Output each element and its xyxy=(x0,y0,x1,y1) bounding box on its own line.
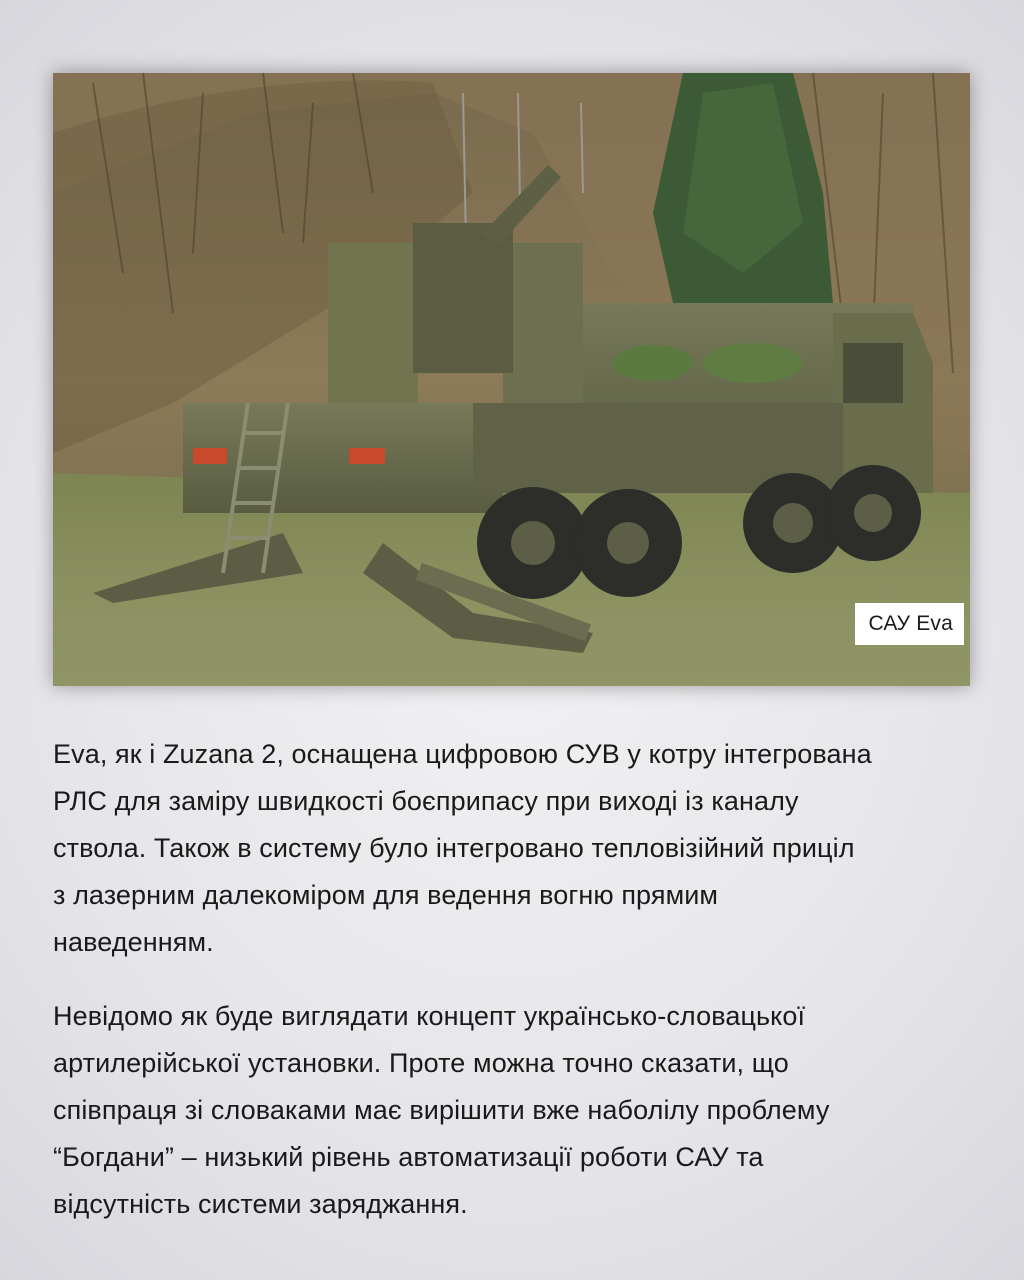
article-paragraph-1: Eva, як і Zuzana 2, оснащена цифровою СУВ у котру інтегрована РЛС для заміру швидкості боєприпасу при виході із каналу ствола. Також в систему було інтегровано тепловізійний приціл з лазерним далекоміром для ведення вогню прямим наведенням. xyxy=(53,739,872,957)
article-paragraph-2: Невідомо як буде виглядати концепт українсько-словацької артилерійської установки. Проте можна точно сказати, що співпраця зі словаками має вирішити вже наболілу проблему “Богдани” – низький рівень автоматизації роботи САУ та відсутність системи заряджання. xyxy=(53,1001,830,1219)
howitzer-truck-image xyxy=(53,73,970,686)
photo-caption: САУ Eva xyxy=(855,603,964,645)
vehicle-photo xyxy=(53,73,970,686)
